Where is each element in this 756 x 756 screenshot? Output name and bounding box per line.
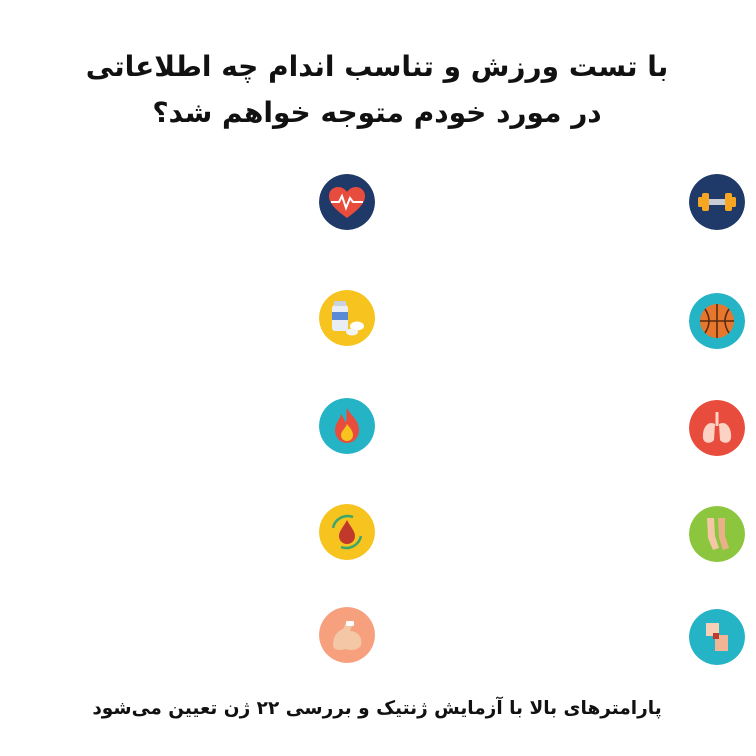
heart-rate-icon [320, 174, 376, 230]
joint-icon [690, 609, 746, 665]
flame-icon [320, 398, 376, 454]
blood-drop-icon [320, 504, 376, 560]
title-line-2: در مورد خودم متوجه خواهم شد؟ [153, 96, 603, 129]
legs-icon [690, 506, 746, 562]
title-line-1: با تست ورزش و تناسب اندام چه اطلاعاتی [86, 50, 670, 83]
page-title [0, 44, 756, 136]
lungs-icon [690, 400, 746, 456]
muscle-arm-icon [320, 607, 376, 663]
basketball-icon [690, 293, 746, 349]
footer-note: پارامترهای بالا با آزمایش ژنتیک و بررسی ۲۲ ژن تعیین می‌شود [93, 698, 663, 719]
supplements-icon [320, 290, 376, 346]
dumbbell-icon [690, 174, 746, 230]
